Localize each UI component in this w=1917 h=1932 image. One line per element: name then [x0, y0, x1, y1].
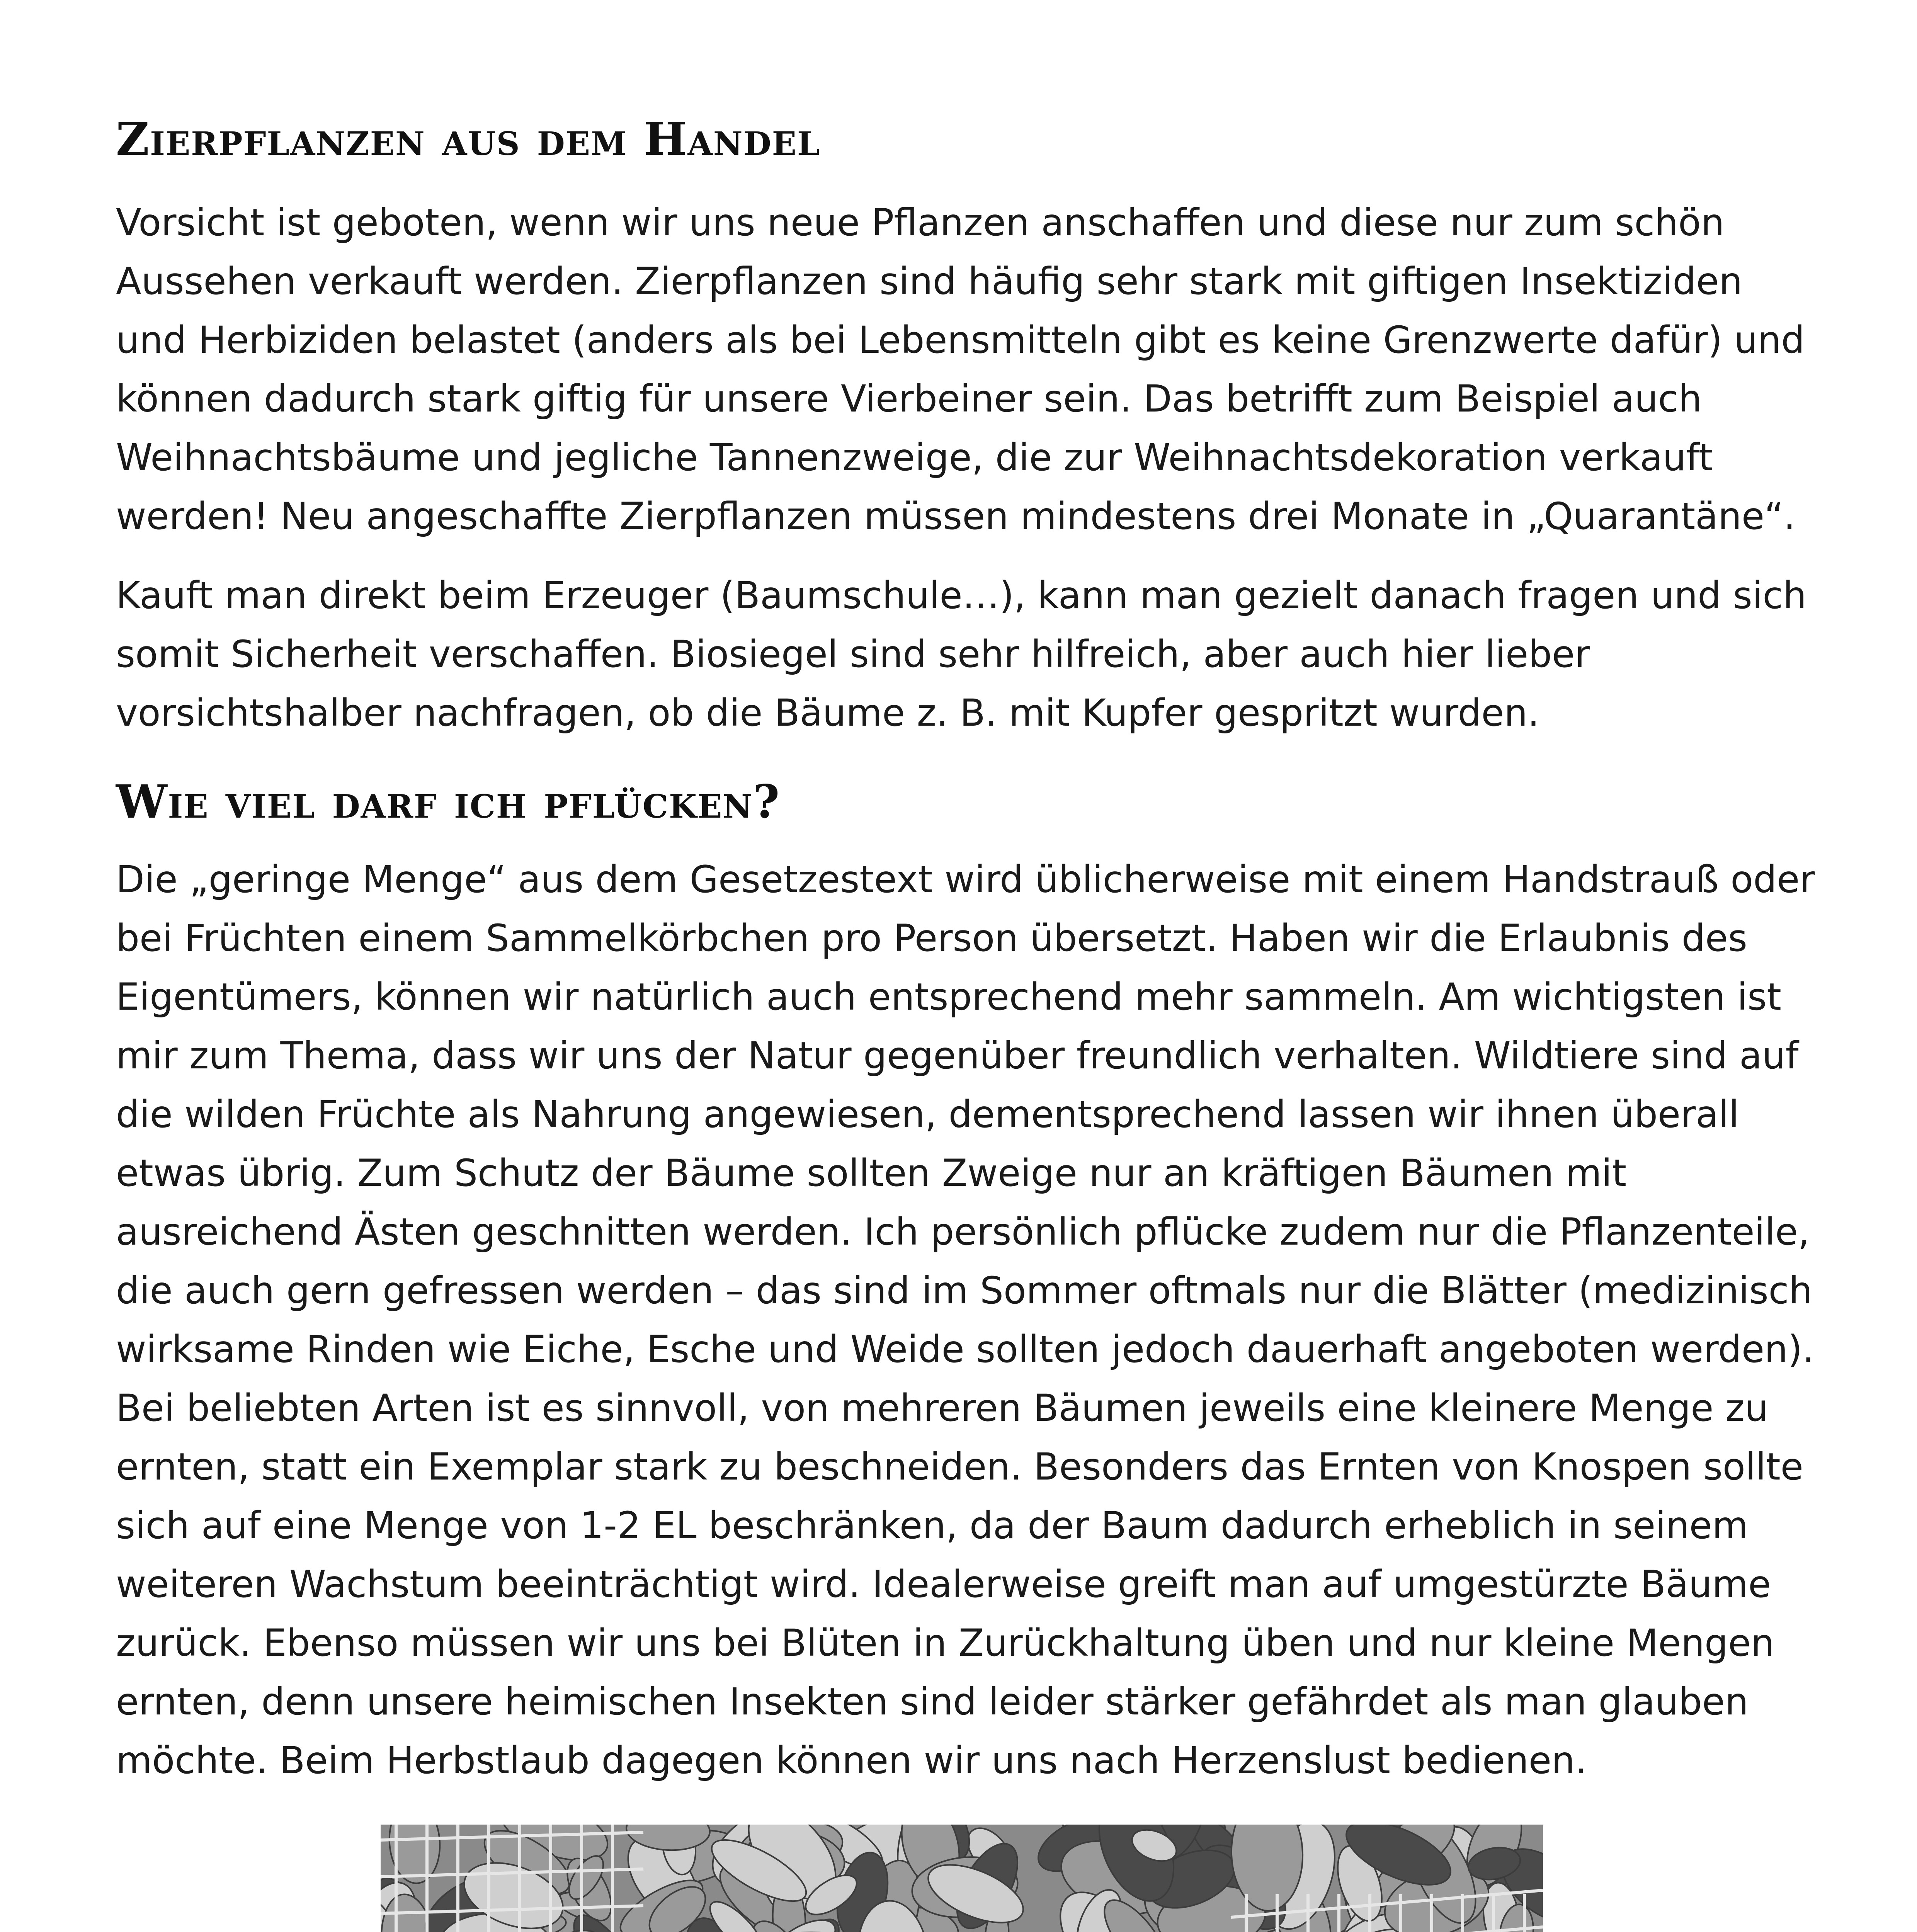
photo-illustration — [381, 1825, 1543, 1932]
rabbit-in-autumn-leaves-photo — [381, 1825, 1543, 1932]
paragraph-ornamental-plants-warning: Vorsicht ist geboten, wenn wir uns neue Pflanzen anschaffen und diese nur zum schön Aussehen verkauft werden. Zierpflanzen sind häufig sehr stark mit giftigen Insektiziden und Herbiziden belastet (anders als bei Lebensmitteln gibt es keine Grenzwerte dafür) und können dadurch stark giftig für unsere Vierbeiner sein. Das betrifft zum Beispiel auch Weihnachtsbäume und jegliche Tannenzweige, die zur Weihnachtsdekoration verkauft werden! Neu angeschaffte Zierpflanzen müssen mindestens drei Monate in „Quarantäne“. — [116, 201, 1805, 538]
section-heading-how-much-to-pick: Wie viel darf ich pflücken? — [116, 775, 781, 828]
paragraph-buy-from-producer: Kauft man direkt beim Erzeuger (Baumschule…), kann man gezielt danach fragen und sich somit Sicherheit verschaffen. Biosiegel sind sehr hilfreich, aber auch hier lieber vorsichtshalber nachfragen, ob die Bäume z. B. mit Kupfer gespritzt wurden. — [116, 574, 1807, 735]
section-heading-ornamental-plants: Zierpflanzen aus dem Handel — [116, 112, 821, 166]
paragraph-picking-amount: Die „geringe Menge“ aus dem Gesetzestext wird üblicherweise mit einem Handstrauß oder bei Früchten einem Sammelkörbchen pro Person übersetzt. Haben wir die Erlaubnis des Eigentümers, können wir natürlich auch entsprechend mehr sammeln. Am wichtigsten ist mir zum Thema, dass wir uns der Natur gegenüber freundlich verhalten. Wildtiere sind auf die wilden Früchte als Nahrung angewiesen, dementsprechend lassen wir ihnen überall etwas übrig. Zum Schutz der Bäume sollten Zweige nur an kräftigen Bäumen mit ausreichend Ästen geschnitten werden. Ich persönlich pflücke zudem nur die Pflanzenteile, die auch gern gefressen werden – das sind im Sommer oftmals nur die Blätter (medizinisch wirksame Rinden wie Eiche, Esche und Weide sollten jedoch dauerhaft angeboten werden). Bei beliebten Arten ist es sinnvoll, von mehreren Bäumen jeweils eine kleinere Menge zu ernten, statt ein Exemplar stark zu beschneiden. Besonders das Ernten von Knospen sollte sich auf eine Menge von 1-2 EL beschränken, da der Baum dadurch erheblich in seinem weiteren Wachstum beeinträchtigt wird. Idealerweise greift man auf umgestürzte Bäume zurück. Ebenso müssen wir uns bei Blüten in Zurückhaltung üben und nur kleine Mengen ernten, denn unsere heimischen Insekten sind leider stärker gefährdet als man glauben möchte. Beim Herbstlaub dagegen können wir uns nach Herzenslust bedienen. — [116, 858, 1815, 1782]
